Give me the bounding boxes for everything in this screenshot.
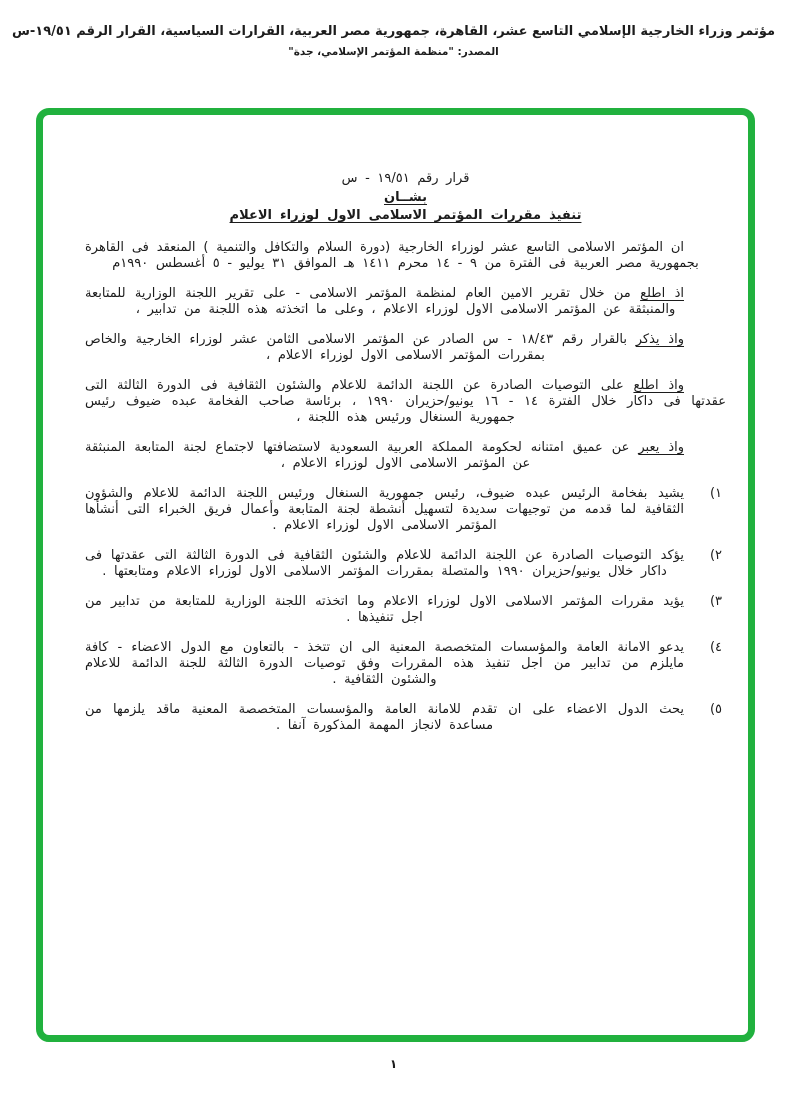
- resolution-subject-title: تنفيذ مقررات المؤتمر الاسلامى الاول لوزراء الاعلام: [229, 208, 582, 223]
- item-number: ١): [709, 486, 722, 501]
- item-number: ٥): [709, 702, 722, 717]
- resolution-body: [43, 115, 748, 1035]
- operative-item: [85, 702, 726, 734]
- resolution-title-block: [85, 171, 726, 224]
- operative-item: [85, 594, 726, 626]
- preamble-paragraph: اذ اطلع من خلال تقرير الامين العام لمنظمة المؤتمر الاسلامى - على تقرير اللجنة الوزارية للمتابعة والمنبثقة عن المؤتمر الاسلامى الاول لوزراء الاعلام ، وعلى ما اتخذته هذه اللجنة من تدابير ،: [85, 286, 684, 317]
- paragraph-lead-word: اذ اطلع: [640, 286, 684, 301]
- page-number: ١: [389, 1057, 398, 1071]
- paragraph-lead-word: واذ يعبر: [638, 440, 685, 455]
- source-line: المصدر: "منظمة المؤتمر الإسلامي، جدة": [288, 46, 499, 58]
- item-text: يدعو الامانة العامة والمؤسسات المتخصصة المعنية الى ان تتخذ - بالتعاون مع الدول الاعضاء - كافة مايلزم من تدابير من اجل تنفيذ هذه المقررات وفق توصيات الدورة الثالثة للجنة الدائمة للاعلام والشئون الثقافية .: [85, 640, 684, 687]
- item-number: ٤): [709, 640, 722, 655]
- operative-item: [85, 486, 726, 534]
- citation-line: مؤتمر وزراء الخارجية الإسلامي التاسع عشر، القاهرة، جمهورية مصر العربية، القرارات السياسية، القرار الرقم ١٩/٥١-س: [11, 24, 776, 39]
- resolution-subject-label: بشــان: [384, 190, 427, 205]
- scanned-page-frame: [36, 108, 755, 1042]
- item-text: يشيد بفخامة الرئيس عبده ضيوف، رئيس جمهورية السنغال ورئيس اللجنة الدائمة للاعلام والشؤون الثقافية لما قدمه من توجيهات سديدة لتسهيل أنشطة لجنة المتابعة وأعمال فريق الخبراء التى أنشأها المؤتمر الاسلامى الاول لوزراء الاعلام .: [85, 486, 684, 533]
- item-text: يؤكد التوصيات الصادرة عن اللجنة الدائمة للاعلام والشئون الثقافية فى الدورة الثالثة التى عقدتها فى داكار خلال يونيو/حزيران ١٩٩٠ والمتصلة بمقررات المؤتمر الاسلامى الاول لوزراء الاعلام ومتابعتها .: [85, 548, 684, 579]
- preamble-paragraph: واذ يعبر عن عميق امتنانه لحكومة المملكة العربية السعودية لاستضافتها لاجتماع لجنة المتابعة المنبثقة عن المؤتمر الاسلامى الاول لوزراء الاعلام ،: [85, 440, 685, 471]
- preamble-paragraph: ان المؤتمر الاسلامى التاسع عشر لوزراء الخارجية (دورة السلام والتكافل والتنمية ) المنعقد فى القاهرة بجمهورية مصر العربية فى الفترة من ٩ - ١٤ محرم ١٤١١ هـ الموافق ٣١ يوليو - ٥ أغسطس ١٩٩٠م: [85, 240, 699, 271]
- item-number: ٣): [709, 594, 722, 609]
- preamble-paragraphs: [85, 240, 726, 472]
- item-number: ٢): [709, 548, 722, 563]
- document-header: [0, 24, 787, 58]
- item-text: يؤيد مقررات المؤتمر الاسلامى الاول لوزراء الاعلام وما اتخذته اللجنة الوزارية للمتابعة من تدابير من اجل تنفيذها .: [85, 594, 684, 625]
- preamble-paragraph: واذ يذكر بالقرار رقم ١٨/٤٣ - س الصادر عن المؤتمر الاسلامى الثامن عشر لوزراء الخارجية والخاص بمقررات المؤتمر الاسلامى الاول لوزراء الاعلام ،: [85, 332, 684, 363]
- paragraph-lead-word: واذ اطلع: [633, 378, 684, 393]
- item-text: يحث الدول الاعضاء على ان تقدم للامانة العامة والمؤسسات المتخصصة المعنية ماقد يلزمها من مساعدة لانجاز المهمة المذكورة آنفا .: [85, 702, 684, 733]
- paragraph-lead-word: واذ يذكر: [635, 332, 684, 347]
- operative-item: [85, 640, 726, 688]
- resolution-number-title: قرار رقم ١٩/٥١ - س: [341, 171, 470, 186]
- operative-item: [85, 548, 726, 580]
- preamble-paragraph: واذ اطلع على التوصيات الصادرة عن اللجنة الدائمة للاعلام والشئون الثقافية فى الدورة الثالثة التى عقدتها فى داكار خلال الفترة ١٤ - ١٦ يونيو/حزيران ١٩٩٠ ، برئاسة صاحب الفخامة عبده ضيوف رئيس جمهورية السنغال ورئيس هذه اللجنة ،: [85, 378, 727, 425]
- operative-paragraphs: [85, 486, 726, 734]
